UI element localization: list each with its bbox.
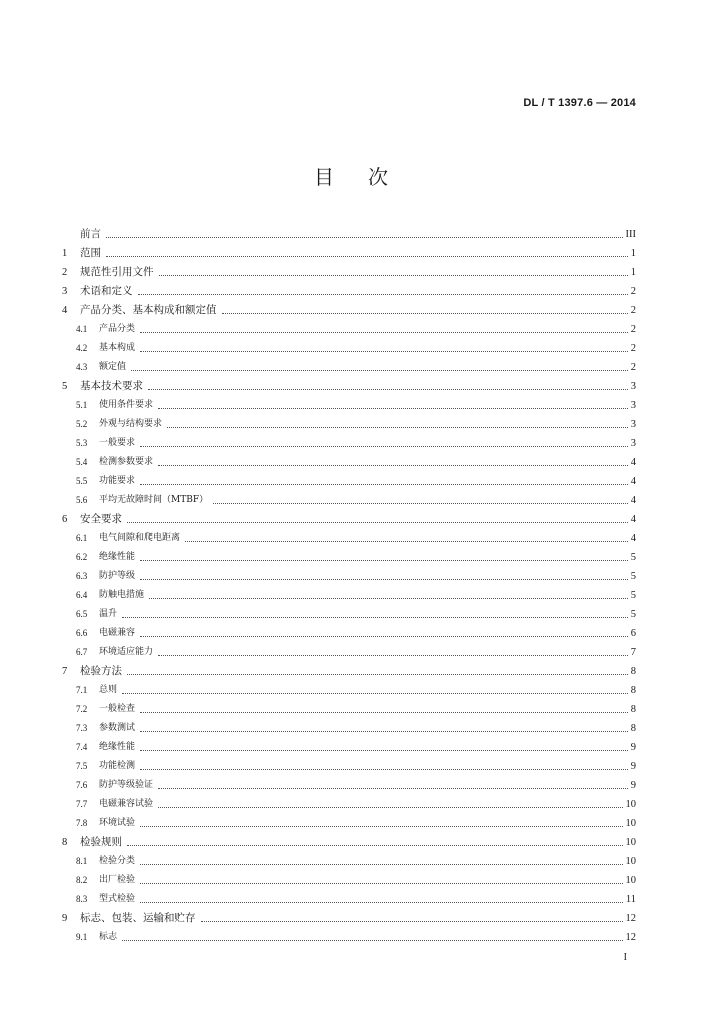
toc-entry-label: 参数测试 — [99, 723, 136, 733]
toc-entry-page: 4 — [630, 476, 636, 487]
toc-entry-label: 范围 — [80, 247, 101, 259]
toc-entry-number: 5 — [62, 381, 68, 392]
toc-entry-label: 型式检验 — [99, 894, 136, 904]
toc-entry[interactable] — [62, 298, 636, 317]
page-title: 目次 — [314, 165, 422, 189]
toc-entry-page: 9 — [630, 780, 636, 791]
toc-dot-leader — [148, 389, 628, 390]
toc-entry-number: 4.3 — [76, 362, 88, 372]
toc-entry-page: 1 — [630, 248, 636, 259]
toc-entry-label: 出厂检验 — [99, 875, 136, 885]
toc-entry[interactable] — [62, 925, 636, 944]
toc-entry-label: 一般要求 — [99, 438, 136, 448]
toc-entry-number: 4 — [62, 305, 68, 316]
toc-dot-leader — [127, 674, 628, 675]
table-of-contents — [62, 222, 636, 944]
toc-dot-leader — [106, 237, 623, 238]
toc-entry-number: 4.2 — [76, 343, 88, 353]
toc-dot-leader — [140, 712, 628, 713]
toc-entry-label: 绝缘性能 — [99, 552, 136, 562]
toc-entry[interactable] — [62, 545, 636, 564]
toc-dot-leader — [140, 769, 628, 770]
toc-entry-label: 额定值 — [99, 362, 127, 372]
toc-entry-page: 10 — [625, 818, 636, 829]
toc-entry[interactable] — [62, 583, 636, 602]
toc-entry[interactable] — [62, 830, 636, 849]
toc-entry[interactable] — [62, 564, 636, 583]
toc-entry-label: 基本技术要求 — [80, 380, 143, 392]
toc-entry-page: 3 — [630, 381, 636, 392]
toc-entry-page: 9 — [630, 761, 636, 772]
toc-entry-label: 基本构成 — [99, 343, 136, 353]
toc-entry[interactable] — [62, 526, 636, 545]
toc-dot-leader — [131, 370, 628, 371]
toc-entry-number: 6 — [62, 514, 68, 525]
toc-entry[interactable] — [62, 431, 636, 450]
toc-entry-number: 4.1 — [76, 324, 88, 334]
toc-entry-number: 7.7 — [76, 799, 88, 809]
toc-entry-label: 电气间隙和爬电距离 — [99, 533, 181, 543]
toc-entry-page: 8 — [630, 723, 636, 734]
toc-entry[interactable] — [62, 887, 636, 906]
toc-entry-label: 功能要求 — [99, 476, 136, 486]
toc-entry-label: 环境试验 — [99, 818, 136, 828]
toc-dot-leader — [122, 940, 622, 941]
toc-entry-page: 4 — [630, 495, 636, 506]
toc-entry[interactable] — [62, 697, 636, 716]
toc-entry[interactable] — [62, 621, 636, 640]
toc-dot-leader — [140, 883, 622, 884]
toc-entry-number: 6.1 — [76, 533, 88, 543]
toc-entry-label: 产品分类 — [99, 324, 136, 334]
toc-entry-label: 防触电措施 — [99, 590, 145, 600]
toc-entry[interactable] — [62, 792, 636, 811]
toc-dot-leader — [140, 579, 628, 580]
toc-entry-page: 1 — [630, 267, 636, 278]
toc-entry-page: 10 — [625, 856, 636, 867]
toc-entry-label: 标志、包装、运输和贮存 — [80, 912, 196, 924]
toc-entry-page: 2 — [630, 324, 636, 335]
toc-entry-page: 2 — [630, 343, 636, 354]
toc-entry-number: 7.4 — [76, 742, 88, 752]
toc-entry-page: 4 — [630, 533, 636, 544]
toc-entry-label: 功能检测 — [99, 761, 136, 771]
toc-entry-label: 标志 — [99, 932, 118, 942]
toc-dot-leader — [149, 598, 628, 599]
toc-entry-number: 2 — [62, 267, 68, 278]
toc-entry-number: 9.1 — [76, 932, 88, 942]
toc-dot-leader — [140, 750, 628, 751]
toc-dot-leader — [122, 617, 628, 618]
toc-dot-leader — [122, 693, 628, 694]
toc-entry[interactable] — [62, 602, 636, 621]
toc-entry-number: 3 — [62, 286, 68, 297]
toc-dot-leader — [127, 522, 628, 523]
toc-entry-number: 5.5 — [76, 476, 88, 486]
toc-entry[interactable] — [62, 469, 636, 488]
toc-entry[interactable] — [62, 374, 636, 393]
toc-entry[interactable] — [62, 773, 636, 792]
toc-entry-page: 7 — [630, 647, 636, 658]
toc-entry[interactable] — [62, 488, 636, 507]
toc-entry-page: 2 — [630, 305, 636, 316]
toc-entry-number: 8.1 — [76, 856, 88, 866]
toc-entry[interactable] — [62, 849, 636, 868]
toc-entry-number: 6.2 — [76, 552, 88, 562]
toc-entry-page: 3 — [630, 419, 636, 430]
toc-dot-leader — [140, 332, 628, 333]
toc-entry[interactable] — [62, 336, 636, 355]
toc-entry-label: 前言 — [80, 228, 101, 240]
toc-entry-number: 6.7 — [76, 647, 88, 657]
toc-dot-leader — [158, 408, 628, 409]
toc-entry-page: 12 — [625, 913, 636, 924]
toc-entry-page: 12 — [625, 932, 636, 943]
toc-entry-number: 5.2 — [76, 419, 88, 429]
toc-dot-leader — [159, 275, 628, 276]
toc-dot-leader — [138, 294, 628, 295]
toc-entry-label: 温升 — [99, 609, 118, 619]
toc-entry-number: 7.5 — [76, 761, 88, 771]
toc-entry[interactable] — [62, 678, 636, 697]
toc-entry-label: 规范性引用文件 — [80, 266, 154, 278]
toc-entry-page: 9 — [630, 742, 636, 753]
toc-entry-number: 7.3 — [76, 723, 88, 733]
toc-dot-leader — [140, 636, 628, 637]
toc-entry-label: 环境适应能力 — [99, 647, 154, 657]
toc-entry-number: 8 — [62, 837, 68, 848]
toc-entry[interactable] — [62, 412, 636, 431]
toc-dot-leader — [140, 560, 628, 561]
toc-entry-label: 电磁兼容试验 — [99, 799, 154, 809]
toc-entry-label: 使用条件要求 — [99, 400, 154, 410]
toc-entry-page: 5 — [630, 590, 636, 601]
toc-entry-page: 8 — [630, 704, 636, 715]
toc-entry[interactable] — [62, 450, 636, 469]
toc-entry-number: 7.8 — [76, 818, 88, 828]
toc-entry-number: 5.1 — [76, 400, 88, 410]
toc-dot-leader — [213, 503, 628, 504]
toc-entry-number: 5.4 — [76, 457, 88, 467]
toc-entry-number: 7.1 — [76, 685, 88, 695]
toc-entry[interactable] — [62, 260, 636, 279]
toc-dot-leader — [140, 826, 622, 827]
toc-entry-label: 防护等级验证 — [99, 780, 154, 790]
toc-dot-leader — [140, 902, 623, 903]
toc-entry-number: 5.3 — [76, 438, 88, 448]
toc-entry[interactable] — [62, 393, 636, 412]
toc-dot-leader — [140, 864, 622, 865]
toc-dot-leader — [222, 313, 628, 314]
toc-entry-label: 检验分类 — [99, 856, 136, 866]
toc-entry-label: 绝缘性能 — [99, 742, 136, 752]
page-number: I — [623, 952, 627, 963]
toc-dot-leader — [140, 484, 628, 485]
toc-entry-label: 防护等级 — [99, 571, 136, 581]
toc-entry-number: 6.3 — [76, 571, 88, 581]
toc-entry-number: 1 — [62, 248, 68, 259]
toc-entry-label: 平均无故障时间（MTBF） — [99, 495, 209, 505]
toc-dot-leader — [167, 427, 628, 428]
toc-entry-number: 7.6 — [76, 780, 88, 790]
toc-entry-label: 总则 — [99, 685, 118, 695]
toc-entry-label: 检验规则 — [80, 836, 122, 848]
toc-entry[interactable] — [62, 507, 636, 526]
toc-entry-number: 8.3 — [76, 894, 88, 904]
toc-entry[interactable] — [62, 716, 636, 735]
toc-entry[interactable] — [62, 735, 636, 754]
toc-entry-page: 2 — [630, 362, 636, 373]
toc-dot-leader — [140, 351, 628, 352]
toc-dot-leader — [106, 256, 628, 257]
toc-entry-label: 检测参数要求 — [99, 457, 154, 467]
toc-dot-leader — [158, 465, 628, 466]
toc-entry-label: 产品分类、基本构成和额定值 — [80, 304, 217, 316]
toc-entry[interactable] — [62, 868, 636, 887]
document-code: DL / T 1397.6 — 2014 — [523, 97, 636, 109]
toc-entry-label: 电磁兼容 — [99, 628, 136, 638]
toc-entry-page: 8 — [630, 666, 636, 677]
toc-entry[interactable] — [62, 811, 636, 830]
toc-entry[interactable] — [62, 754, 636, 773]
toc-entry[interactable] — [62, 906, 636, 925]
toc-dot-leader — [158, 788, 628, 789]
toc-entry-page: 4 — [630, 514, 636, 525]
toc-dot-leader — [140, 446, 628, 447]
toc-entry-number: 6.5 — [76, 609, 88, 619]
toc-entry-number: 6.6 — [76, 628, 88, 638]
toc-entry-label: 安全要求 — [80, 513, 122, 525]
toc-entry-page: 5 — [630, 609, 636, 620]
toc-entry-number: 8.2 — [76, 875, 88, 885]
toc-entry-label: 外观与结构要求 — [99, 419, 163, 429]
toc-entry-number: 7.2 — [76, 704, 88, 714]
toc-entry-page: 3 — [630, 400, 636, 411]
toc-entry[interactable] — [62, 222, 636, 241]
toc-entry-label: 检验方法 — [80, 665, 122, 677]
toc-entry-label: 术语和定义 — [80, 285, 133, 297]
toc-entry[interactable] — [62, 659, 636, 678]
toc-entry[interactable] — [62, 355, 636, 374]
toc-entry[interactable] — [62, 279, 636, 298]
toc-entry-page: 2 — [630, 286, 636, 297]
toc-entry-number: 6.4 — [76, 590, 88, 600]
toc-entry-page: 3 — [630, 438, 636, 449]
toc-entry-page: III — [625, 229, 636, 240]
toc-entry-page: 4 — [630, 457, 636, 468]
toc-entry-page: 5 — [630, 571, 636, 582]
toc-entry-number: 5.6 — [76, 495, 88, 505]
toc-entry-page: 10 — [625, 799, 636, 810]
toc-dot-leader — [140, 731, 628, 732]
toc-entry-label: 一般检查 — [99, 704, 136, 714]
toc-entry[interactable] — [62, 317, 636, 336]
toc-dot-leader — [185, 541, 628, 542]
toc-entry[interactable] — [62, 640, 636, 659]
toc-entry-page: 10 — [625, 837, 636, 848]
toc-dot-leader — [158, 655, 628, 656]
toc-entry-page: 10 — [625, 875, 636, 886]
toc-entry-page: 6 — [630, 628, 636, 639]
toc-entry-page: 8 — [630, 685, 636, 696]
toc-entry[interactable] — [62, 241, 636, 260]
toc-entry-number: 9 — [62, 913, 68, 924]
toc-dot-leader — [201, 921, 623, 922]
toc-dot-leader — [158, 807, 622, 808]
toc-dot-leader — [127, 845, 623, 846]
toc-entry-number: 7 — [62, 666, 68, 677]
toc-entry-page: 5 — [630, 552, 636, 563]
toc-entry-page: 11 — [625, 894, 636, 905]
